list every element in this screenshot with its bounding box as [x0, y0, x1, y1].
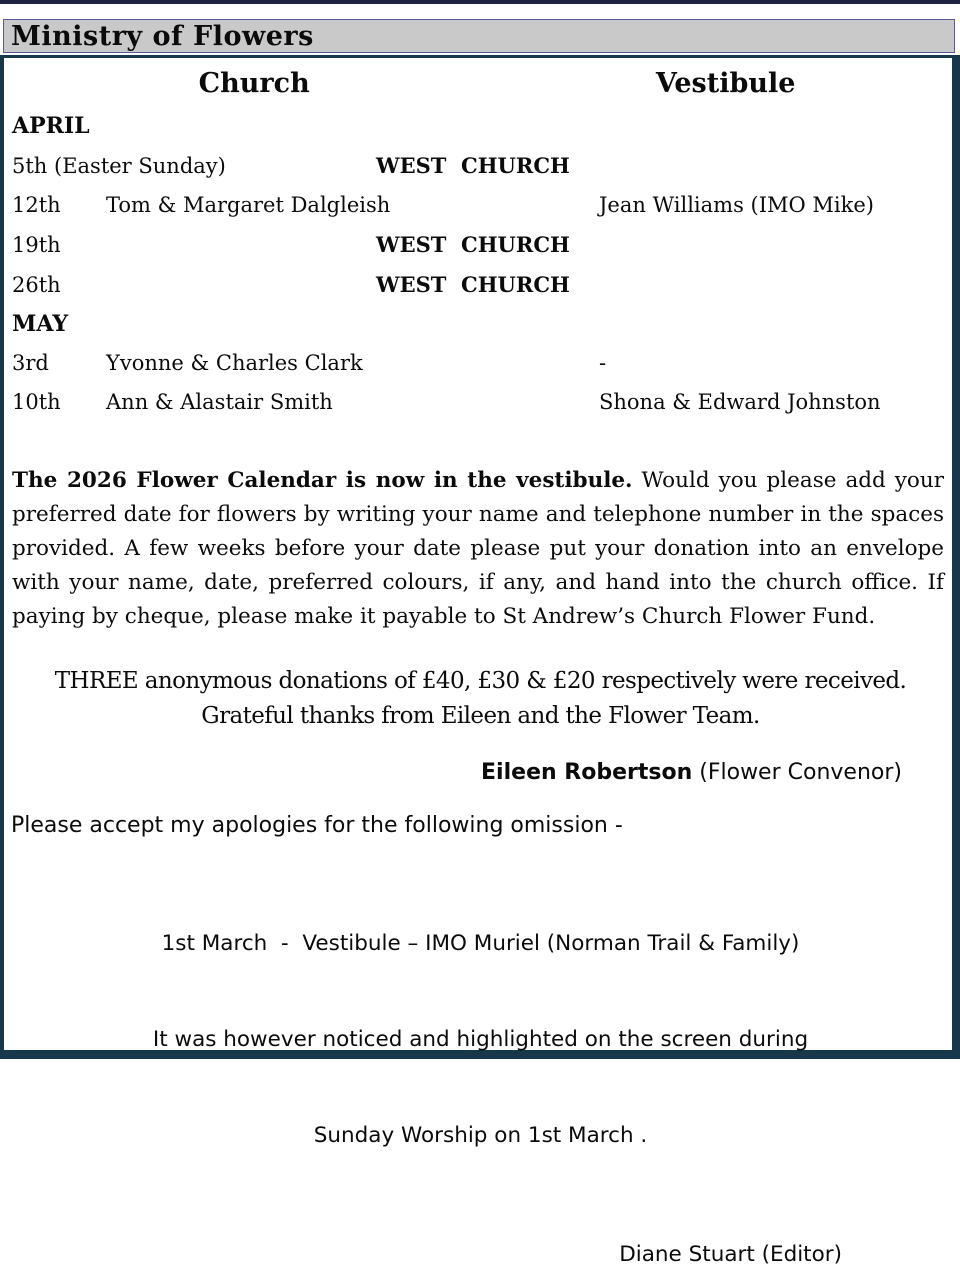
- table-row: [9, 146, 952, 186]
- calendar-notice-paragraph: [12, 464, 944, 634]
- top-rule: [0, 0, 960, 4]
- convenor-role: (Flower Convenor): [692, 760, 902, 785]
- table-row: [9, 383, 952, 422]
- calendar-notice-body: Would you please add your preferred date for flowers by writing your name and telephone number in the spaces provided. A few weeks before your date please put your donation into an envelope with your name, date, preferred colours, if any, and hand into the church office. If paying by cheque, please make it payable to St Andrew’s Church Flower Fund.: [12, 468, 944, 629]
- date-cell: 26th: [12, 273, 61, 297]
- date-cell: 3rd: [12, 351, 49, 375]
- omission-line-3: Sunday Worship on 1st March .: [313, 1123, 648, 1148]
- title-bar: [3, 19, 955, 53]
- church-cell: WEST CHURCH: [376, 272, 570, 297]
- month-label: APRIL: [12, 113, 90, 139]
- editor-signature: Diane Stuart (Editor): [619, 1242, 842, 1267]
- date-cell: 10th: [12, 390, 61, 414]
- column-heading-vestibule: Vestibule: [655, 68, 796, 99]
- vestibule-cell: -: [599, 351, 607, 375]
- column-heading-church: Church: [198, 68, 310, 99]
- church-cell: Ann & Alastair Smith: [106, 390, 333, 414]
- calendar-notice-lead: The 2026 Flower Calendar is now in the vestibule.: [12, 468, 633, 493]
- vestibule-cell: Jean Williams (IMO Mike): [599, 193, 874, 217]
- vestibule-cell: Shona & Edward Johnston: [599, 390, 881, 414]
- donations-block: [9, 664, 952, 734]
- page-title: Ministry of Flowers: [11, 20, 314, 52]
- church-cell: WEST CHURCH: [376, 153, 570, 178]
- table-row: [9, 265, 952, 305]
- date-cell: 12th: [12, 193, 61, 217]
- date-cell: 19th: [12, 233, 61, 257]
- church-cell: Yvonne & Charles Clark: [106, 351, 363, 375]
- column-headings: [9, 68, 952, 99]
- flower-schedule: [9, 107, 952, 422]
- omission-line-1: 1st March - Vestibule – IMO Muriel (Norman Trail & Family): [161, 931, 800, 956]
- omission-line-2: It was however noticed and highlighted on the screen during: [152, 1027, 809, 1052]
- church-cell: WEST CHURCH: [376, 232, 570, 257]
- month-label: MAY: [12, 311, 69, 337]
- donations-line-1: THREE anonymous donations of £40, £30 & £20 respectively were received.: [54, 668, 907, 694]
- omission-block: [9, 864, 952, 1216]
- apology-intro: Please accept my apologies for the following omission -: [11, 813, 623, 838]
- date-cell: 5th (Easter Sunday): [12, 154, 226, 178]
- content-box: [0, 55, 960, 1267]
- table-row: [9, 344, 952, 383]
- table-row: [9, 186, 952, 225]
- table-row: [9, 225, 952, 265]
- donations-line-2: Grateful thanks from Eileen and the Flower Team.: [201, 703, 760, 729]
- convenor-name: Eileen Robertson: [481, 760, 693, 785]
- convenor-signature: [9, 760, 952, 785]
- church-cell: Tom & Margaret Dalgleish: [106, 193, 391, 217]
